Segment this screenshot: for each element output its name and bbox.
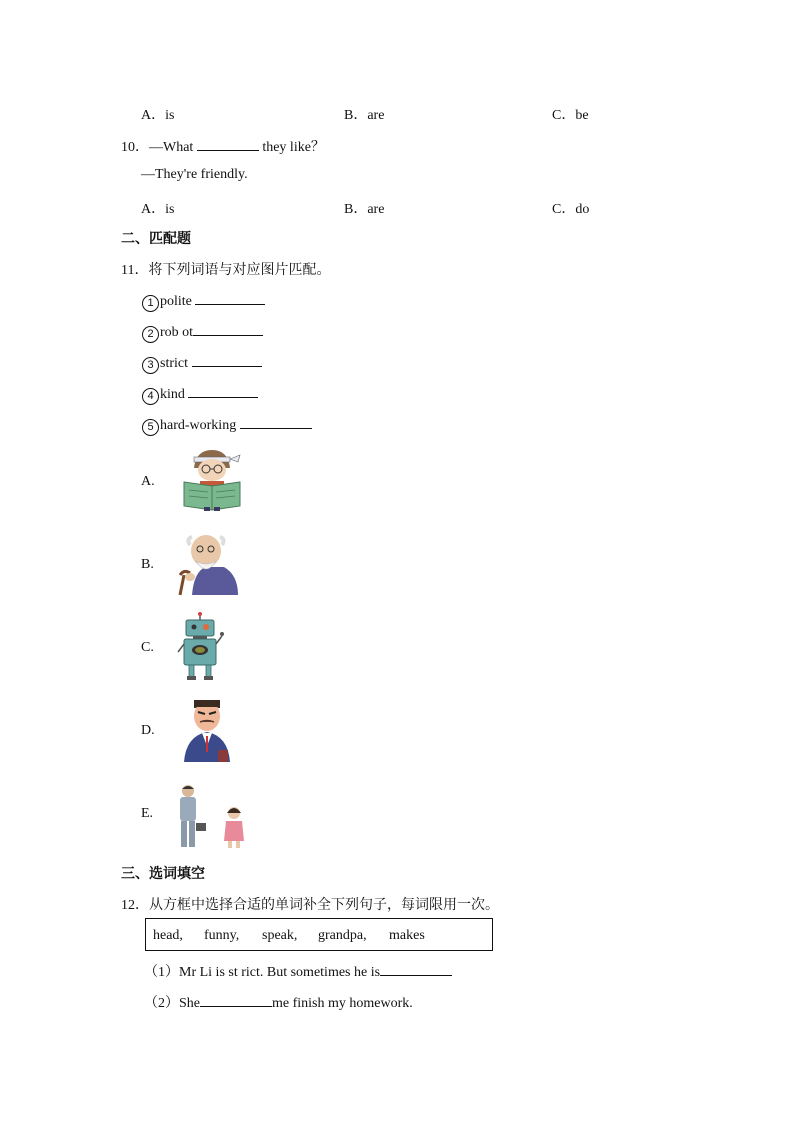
word-bank-word: speak, <box>262 928 298 943</box>
q10-prompt <box>121 136 325 156</box>
man-and-girl-icon <box>174 783 250 849</box>
q10-number: 10． <box>121 140 149 155</box>
picture-b-label: B. <box>141 557 154 572</box>
word-bank-box <box>145 918 493 951</box>
q12-s1-number: （1） <box>144 965 179 980</box>
q12-instruction-line <box>121 894 499 914</box>
word-bank-word: makes <box>389 928 425 943</box>
q10-option-b[interactable]: B．are <box>344 202 385 217</box>
q11-item-2 <box>142 323 263 343</box>
section-2-title: 二、匹配题 <box>121 231 191 247</box>
q11-item-1-blank[interactable] <box>195 292 265 305</box>
q11-item-word: kind <box>160 387 185 402</box>
q11-number: 11． <box>121 263 149 278</box>
q12-sentence-2 <box>144 992 413 1012</box>
q12-s2-number: （2） <box>144 996 179 1011</box>
q11-item-word: strict <box>160 356 188 371</box>
q11-item-3-blank[interactable] <box>192 354 262 367</box>
q10-option-a[interactable]: A．is <box>141 202 175 217</box>
q12-number: 12． <box>121 898 149 913</box>
q10-answer-blank[interactable] <box>197 138 259 151</box>
q12-s2-blank[interactable] <box>200 994 272 1007</box>
word-bank-word: head, <box>153 928 183 943</box>
word-bank-word: funny, <box>204 928 240 943</box>
item-number-badge: 5 <box>142 419 159 436</box>
q12-s2-before: She <box>179 996 200 1011</box>
item-number-badge: 1 <box>142 295 159 312</box>
q10-answer-line: —They're friendly. <box>141 167 248 182</box>
q11-item-word: rob ot <box>160 325 194 340</box>
item-number-badge: 3 <box>142 357 159 374</box>
picture-c-label: C. <box>141 640 154 655</box>
section-3-title: 三、选词填空 <box>121 866 205 882</box>
picture-d-label: D. <box>141 723 155 738</box>
q12-s1-blank[interactable] <box>380 963 452 976</box>
q11-item-2-blank[interactable] <box>193 323 263 336</box>
q11-instruction: 将下列词语与对应图片匹配。 <box>148 262 331 278</box>
q9-option-b[interactable]: B．are <box>344 108 385 123</box>
q11-item-1 <box>142 292 265 312</box>
q10-option-c[interactable]: C．do <box>552 202 590 217</box>
q11-instruction-line <box>121 259 330 279</box>
q10-prompt-before: —What <box>149 140 197 155</box>
q11-item-5 <box>142 416 312 436</box>
picture-e-label: E. <box>141 806 154 821</box>
picture-a-label: A. <box>141 474 155 489</box>
q9-option-a[interactable]: A．is <box>141 108 175 123</box>
q11-item-5-blank[interactable] <box>240 416 312 429</box>
q11-item-3 <box>142 354 262 374</box>
reading-girl-icon <box>180 446 244 512</box>
item-number-badge: 4 <box>142 388 159 405</box>
item-number-badge: 2 <box>142 326 159 343</box>
robot-icon <box>176 612 224 682</box>
old-man-icon <box>176 531 244 597</box>
q12-instruction: 从方框中选择合适的单词补全下列句子，每词限用一次。 <box>149 897 499 913</box>
strict-teacher-icon <box>178 696 236 764</box>
q11-item-4 <box>142 385 258 405</box>
q12-s2-after: me finish my homework. <box>272 996 413 1011</box>
word-bank-word: grandpa, <box>318 928 367 943</box>
q11-item-word: polite <box>160 294 192 309</box>
q9-option-c[interactable]: C．be <box>552 108 589 123</box>
q11-item-4-blank[interactable] <box>188 385 258 398</box>
q12-s1-text: Mr Li is st rict. But sometimes he is <box>179 965 381 980</box>
q11-item-word: hard-working <box>160 418 237 433</box>
q12-sentence-1 <box>144 961 452 981</box>
q10-prompt-after: they like？ <box>258 140 325 155</box>
